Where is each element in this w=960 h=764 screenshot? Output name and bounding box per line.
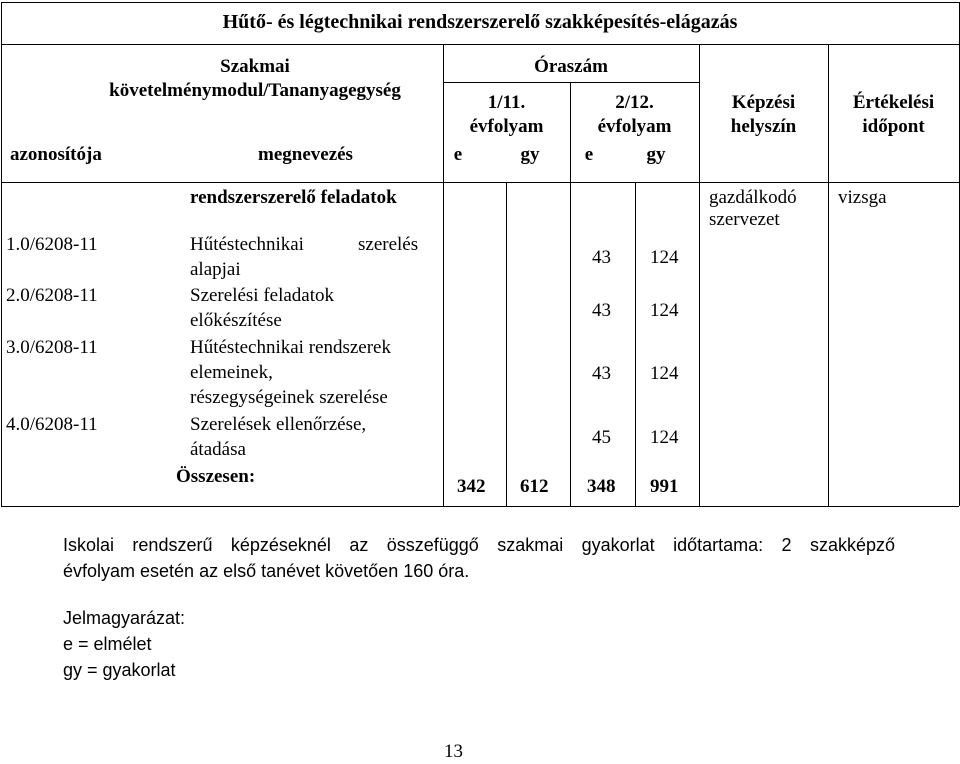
azonositoja-header: azonosítója [10,144,102,165]
row-gy: 124 [650,427,679,448]
total-gy1: 612 [520,476,549,497]
row-name-line3: részegységeinek szerelése [190,387,388,408]
modul-header-line2: követelménymodul/Tananyagegység [109,80,401,101]
gy2-header: gy [646,144,666,165]
modul-header-line1: Szakmai [220,56,290,77]
oraszam-header: Óraszám [534,56,608,77]
row-name-line2: elemeinek, [190,362,273,383]
gy1-header: gy [520,144,540,165]
row-gy: 124 [650,247,679,268]
row-name-line2: átadása [190,439,246,460]
row-id: 4.0/6208-11 [6,414,98,435]
e1-header: e [453,144,463,165]
row-id: 3.0/6208-11 [6,337,98,358]
evfolyam1-line1: 1/11. [487,92,526,113]
evfolyam2-line1: 2/12. [615,92,654,113]
e2-header: e [584,144,594,165]
total-gy2: 991 [650,476,679,497]
row-name-line1: Szerelési feladatok [190,285,335,306]
total-e2: 348 [587,476,616,497]
row-e: 45 [592,427,611,448]
idopont-value: vizsga [838,187,887,208]
evfolyam1-line2: évfolyam [469,116,544,137]
ertekelesi-header-line1: Értékelési [852,92,935,113]
row-id: 1.0/6208-11 [6,234,98,255]
row-gy: 124 [650,363,679,384]
row-name-line1: Hűtéstechnikai [190,234,304,255]
row-name-line1: Szerelések ellenőrzése, [190,414,367,435]
row-name-line1b: szerelés [358,234,419,255]
total-e1: 342 [457,476,486,497]
megnevezes-header: megnevezés [258,144,353,165]
row-gy: 124 [650,300,679,321]
row-name-line2: alapjai [190,259,241,280]
row-e: 43 [592,363,611,384]
legend-title: Jelmagyarázat: [63,608,186,628]
section-title: rendszerszerelő feladatok [190,187,397,208]
table-title: Hűtő- és légtechnikai rendszerszerelő szakképesítés-elágazás [222,11,738,33]
ertekelesi-header-line2: időpont [862,116,925,137]
kepzesi-header-line1: Képzési [731,92,796,113]
note-line1: Iskolai rendszerű képzéseknél az összefüggő szakmai gyakorlat időtartama: 2 szakképző [63,535,895,555]
row-e: 43 [592,300,611,321]
helyszin-line2: szervezet [709,209,780,230]
row-name-line1: Hűtéstechnikai rendszerek [190,337,391,358]
legend-gy: gy = gyakorlat [63,660,176,680]
legend-e: e = elmélet [63,634,152,654]
note-line2: évfolyam esetén az első tanévet követően 160 óra. [63,561,470,581]
row-e: 43 [592,247,611,268]
total-label: Összesen: [176,466,256,487]
kepzesi-header-line2: helyszín [730,116,797,137]
evfolyam2-line2: évfolyam [597,116,672,137]
row-name-line2: előkészítése [190,310,282,331]
page-number: 13 [444,741,463,762]
helyszin-line1: gazdálkodó [709,187,797,208]
row-id: 2.0/6208-11 [6,285,98,306]
